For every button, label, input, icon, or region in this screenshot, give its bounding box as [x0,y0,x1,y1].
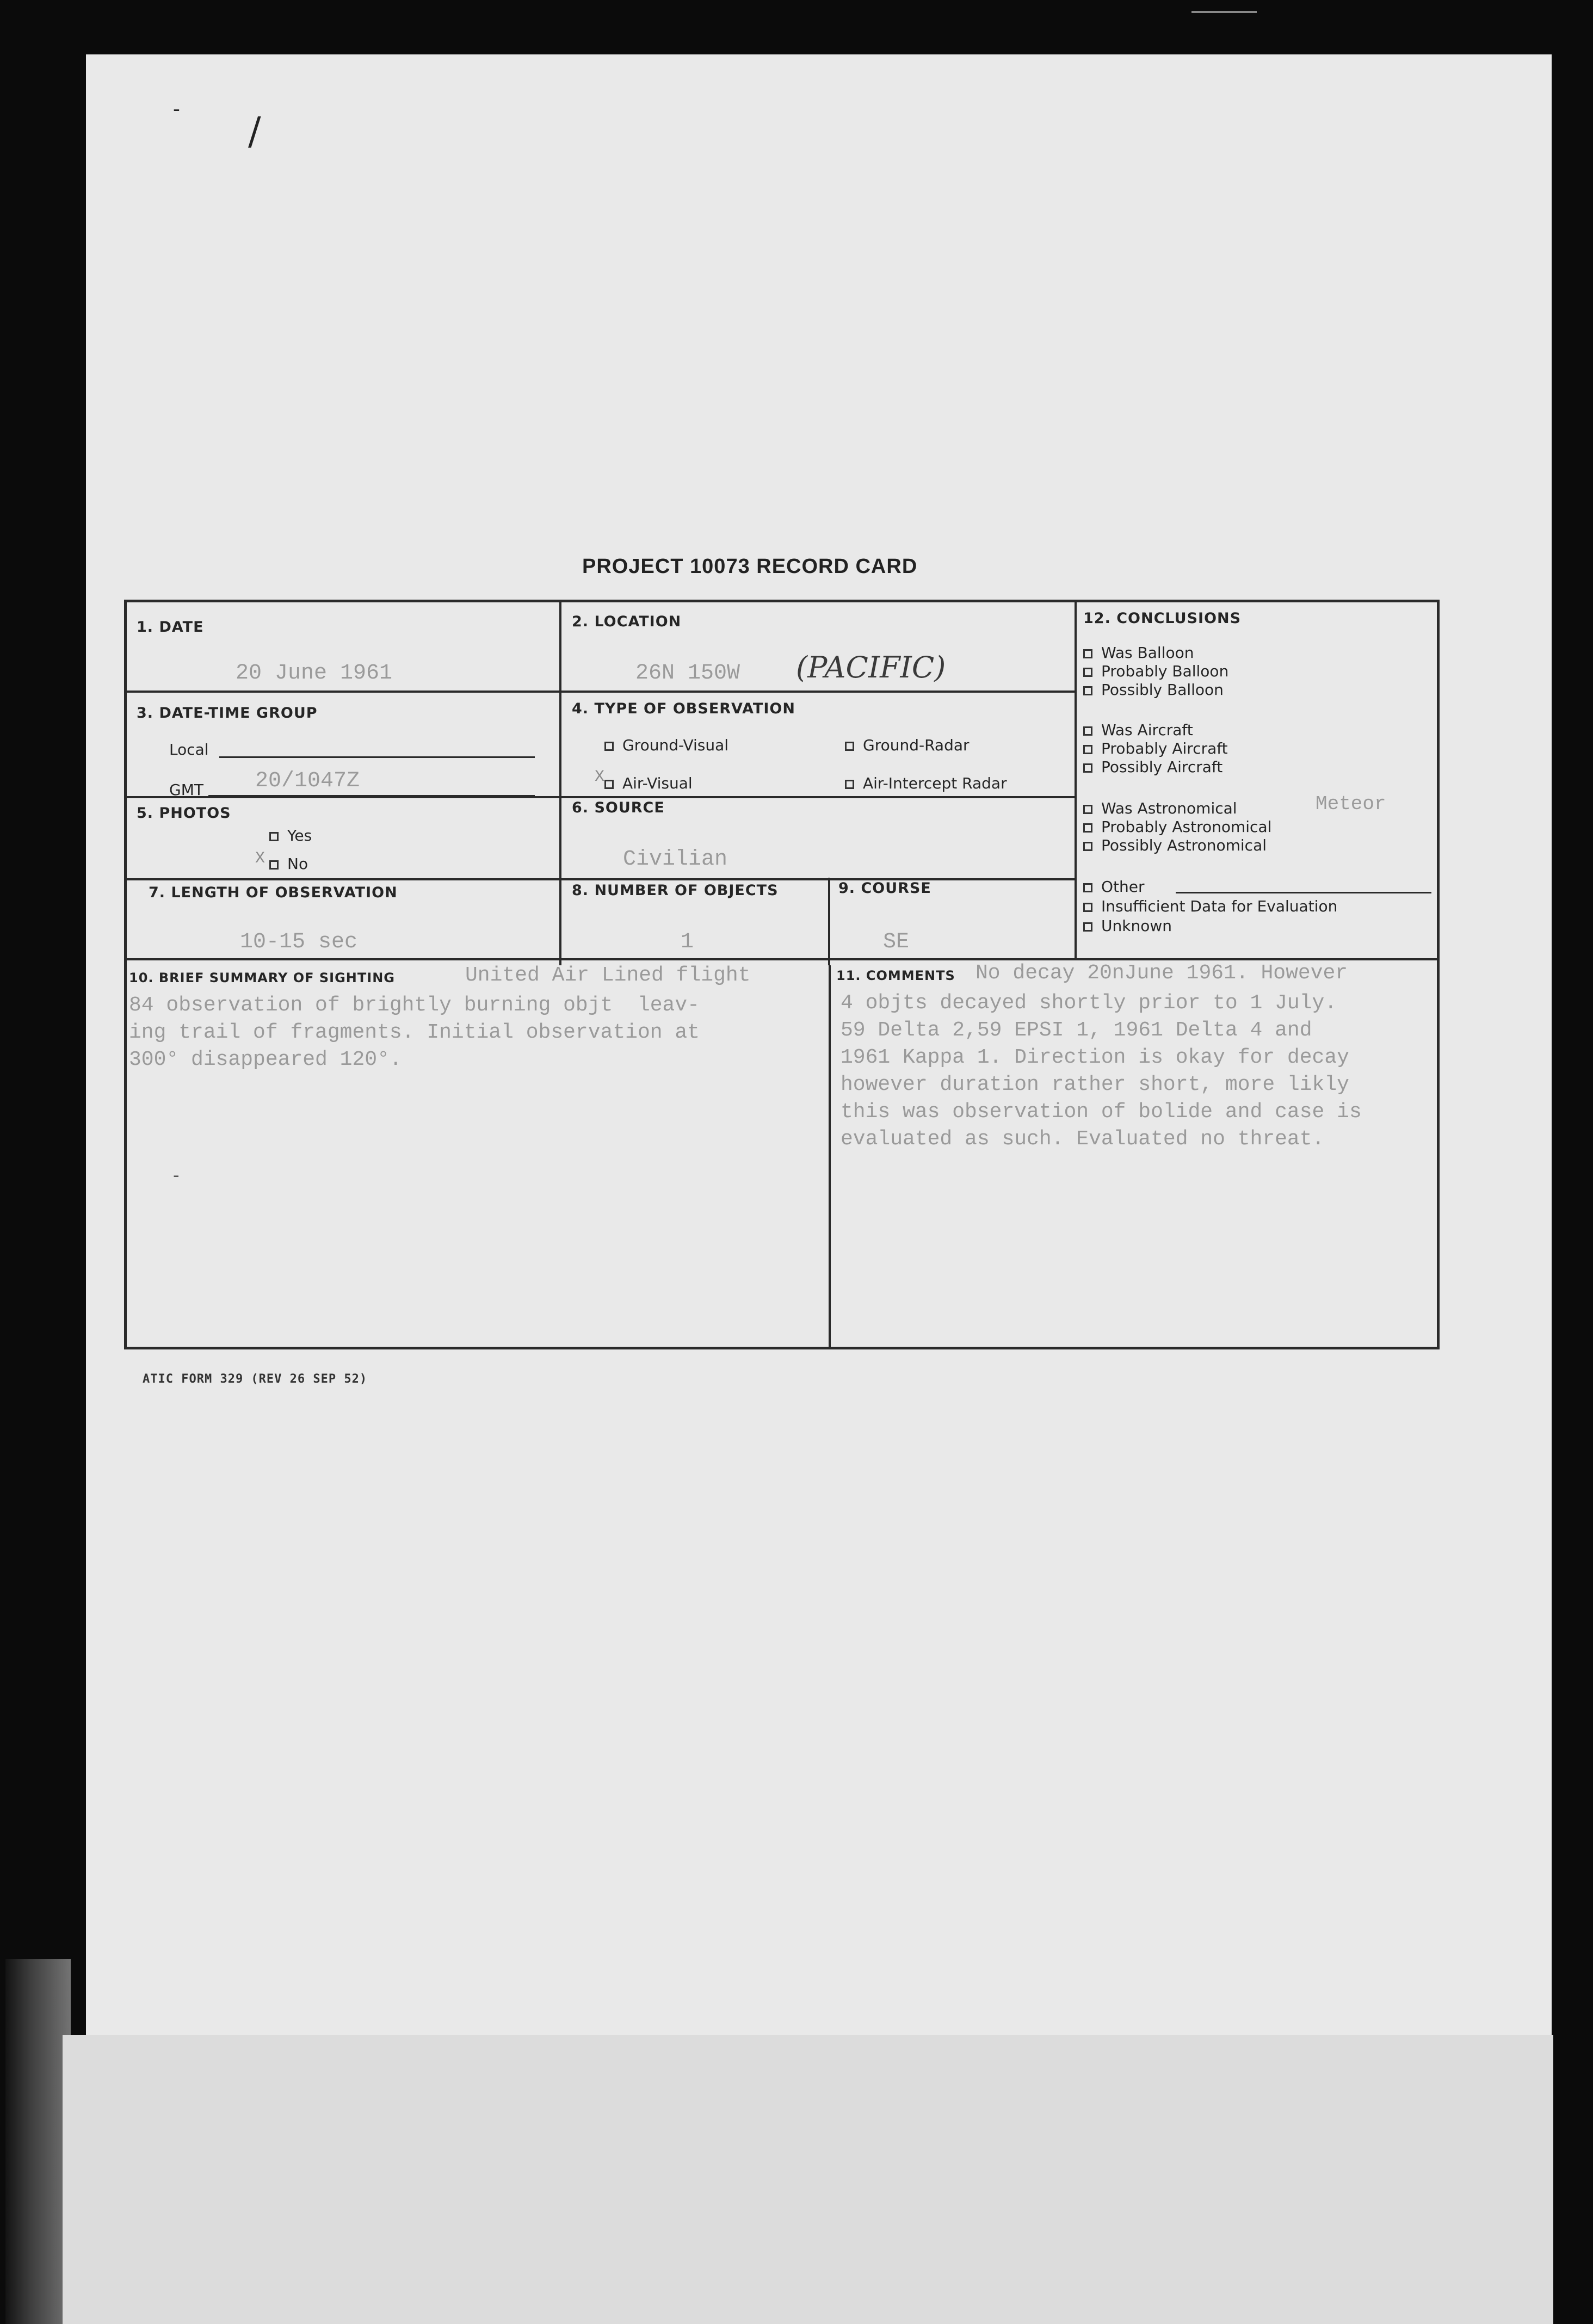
dtg-gmt-label: GMT [169,781,203,799]
length-value: 10-15 sec [240,930,358,954]
checkbox-icon [1083,883,1092,892]
conclusion-text: Insufficient Data for Evaluation [1101,897,1338,915]
conclusion-possibly-balloon [1083,681,1224,699]
record-card-form [124,600,1440,1349]
checkbox-icon [1083,686,1092,695]
sheet-lower-band [63,2035,1553,2324]
source-value: Civilian [623,847,728,872]
conclusion-was-balloon [1083,644,1194,662]
checkbox-icon [604,780,614,789]
checkbox-icon [269,860,279,870]
photos-label: 5. PHOTOS [137,805,231,822]
checkbox-icon [1083,668,1092,677]
comments-text: 4 objts decayed shortly prior to 1 July. 59 Delta 2,59 EPSI 1, 1961 Delta 4 and 1961 Kappa 1. Direction is okay for decay however duration rather short, more likly this was observation of bolide and case is evaluated as such. Evaluated no threat. [841,991,1362,1151]
dtg-label: 3. DATE-TIME GROUP [137,705,318,722]
comments-label: 11. COMMENTS [836,968,955,983]
dtg-gmt-line [208,795,535,797]
length-label: 7. LENGTH OF OBSERVATION [149,884,398,901]
conclusion-probably-balloon [1083,662,1228,680]
conclusion-other [1083,878,1145,896]
scan-mark-dash: - [173,97,180,121]
conclusion-text: Probably Balloon [1101,662,1229,680]
course-label: 9. COURSE [838,880,931,897]
conclusion-insufficient-data [1083,897,1337,915]
type-air-intercept-radar-text: Air-Intercept Radar [863,774,1007,792]
checkbox-icon [845,742,854,751]
summary-text: 84 observation of brightly burning objt leav- ing trail of fragments. Initial observation at 300° disappeared 120°. [129,994,700,1071]
conclusion-text: Other [1101,878,1145,896]
conclusion-possibly-astronomical [1083,836,1267,854]
conclusions-label: 12. CONCLUSIONS [1083,610,1242,627]
conclusion-text: Probably Astronomical [1101,818,1272,836]
conclusion-was-astronomical [1083,799,1237,817]
date-value: 20 June 1961 [236,661,393,686]
type-ground-radar [845,736,970,754]
conclusion-text: Possibly Astronomical [1101,836,1267,854]
checkbox-icon [1083,805,1092,814]
grid-line [559,602,561,965]
source-label: 6. SOURCE [572,799,665,816]
scan-mark-dot: - [173,1164,180,1186]
conclusion-was-aircraft [1083,721,1193,739]
objects-value: 1 [681,930,694,954]
checkbox-icon [1083,842,1092,851]
photos-no-mark: X [255,849,266,868]
conclusion-text: Possibly Balloon [1101,681,1224,699]
type-ground-radar-text: Ground-Radar [863,736,970,754]
conclusion-unknown [1083,917,1172,935]
scan-mark-hook: / [248,109,261,153]
card-title: PROJECT 10073 RECORD CARD [582,555,918,578]
type-air-intercept-radar [845,774,1007,792]
checkbox-icon [1083,649,1092,658]
film-edge [5,1959,71,2324]
conclusion-text: Possibly Aircraft [1101,758,1223,776]
type-ground-visual-text: Ground-Visual [622,736,729,754]
dtg-local-line [219,756,535,758]
checkbox-icon [1083,922,1092,932]
conclusion-text: Probably Aircraft [1101,739,1228,757]
dtg-local-label: Local [169,741,209,759]
date-label: 1. DATE [137,619,204,636]
photos-no [269,855,308,873]
grid-line [127,958,1440,960]
conclusion-probably-aircraft [1083,739,1228,757]
film-scratch [1191,11,1257,13]
checkbox-icon [1083,823,1092,833]
conclusion-text: Was Aircraft [1101,721,1193,739]
checkbox-icon [1083,745,1092,754]
type-air-visual-mark: X [595,768,605,786]
grid-line [127,691,1076,693]
conclusion-text: Was Balloon [1101,644,1194,662]
type-ground-visual [604,736,728,754]
checkbox-icon [1083,726,1092,736]
conclusion-text: Was Astronomical [1101,799,1237,817]
photos-no-text: No [287,855,308,873]
conclusion-meteor-note: Meteor [1316,793,1386,815]
summary-label: 10. BRIEF SUMMARY OF SIGHTING [129,970,395,985]
conclusion-text: Unknown [1101,917,1172,935]
conclusion-probably-astronomical [1083,818,1271,836]
location-handwritten-note: (PACIFIC) [796,650,946,685]
objects-label: 8. NUMBER OF OBJECTS [572,882,779,899]
type-air-visual-text: Air-Visual [622,774,693,792]
grid-line [1075,602,1077,959]
location-label: 2. LOCATION [572,613,682,630]
conclusion-other-line [1176,892,1431,893]
grid-line [127,878,1076,880]
checkbox-icon [269,832,279,841]
checkbox-icon [1083,763,1092,773]
conclusion-possibly-aircraft [1083,758,1222,776]
form-number: ATIC FORM 329 (REV 26 SEP 52) [143,1372,368,1386]
checkbox-icon [845,780,854,789]
location-value: 26N 150W [635,661,740,686]
dtg-gmt-value: 20/1047Z [255,769,360,793]
grid-line [829,965,831,1349]
type-air-visual [604,774,693,792]
type-label: 4. TYPE OF OBSERVATION [572,700,795,717]
photos-yes [269,827,312,844]
comments-first-line: No decay 20nJune 1961. However [975,961,1348,985]
grid-line [828,878,830,965]
photos-yes-text: Yes [287,827,312,844]
checkbox-icon [604,742,614,751]
summary-first-line: United Air Lined flight [465,964,751,987]
checkbox-icon [1083,903,1092,912]
course-value: SE [883,930,910,954]
